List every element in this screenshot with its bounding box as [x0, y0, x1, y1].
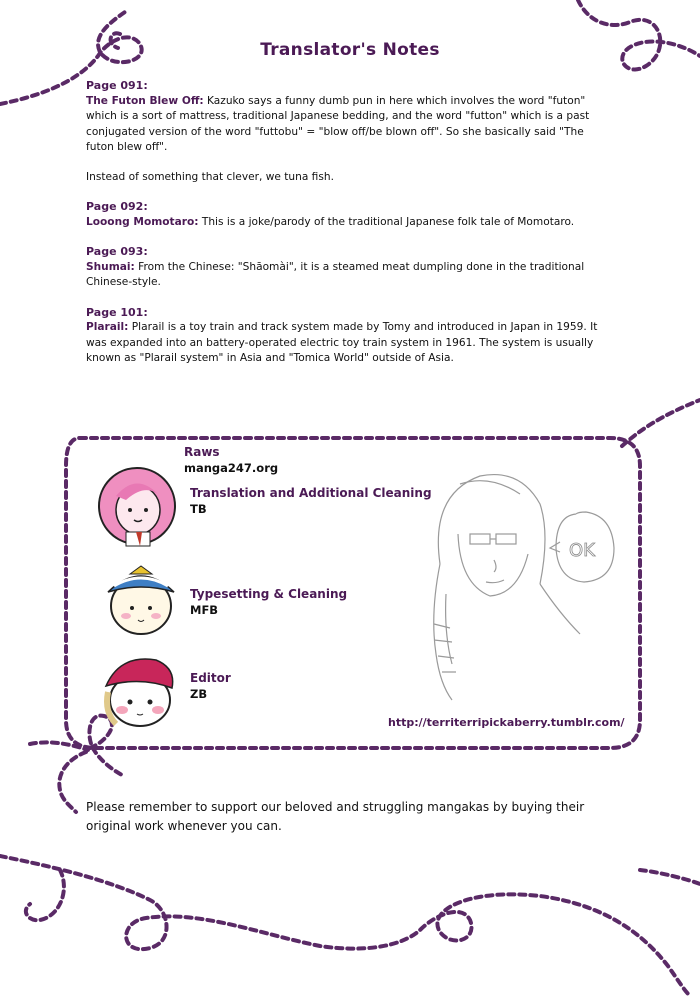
translator-notes — [86, 78, 614, 381]
note-item — [86, 244, 614, 291]
note-text: This is a joke/parody of the traditional Japanese folk tale of Momotaro. — [198, 215, 575, 228]
sketch-illustration — [400, 464, 626, 704]
page-title: Translator's Notes — [260, 40, 440, 60]
note-text: Kazuko says a funny dumb pun in here which involves the word "futon" which is a sort of mattress, traditional Japanese bedding, and the word "futton" which is a past conjugated version of the word "futtobu" = "blow off/be blown off". So she basically said "The futon blew off". — [86, 94, 590, 153]
typesetting-value: MFB — [190, 603, 219, 617]
raws-value: manga247.org — [184, 461, 279, 475]
note-term: Looong Momotaro: — [86, 215, 199, 228]
note-page-label: Page 091: — [86, 79, 148, 92]
note-page-label: Page 101: — [86, 305, 148, 319]
note-term: Plarail: — [86, 321, 129, 333]
note-body — [86, 260, 614, 291]
typesetter-avatar — [100, 560, 182, 642]
note-item — [86, 199, 614, 230]
editor-value: ZB — [190, 687, 208, 701]
note-term: Shumai: — [86, 260, 135, 273]
note-text: Plarail is a toy train and track system made by Tomy and introduced in Japan in 1959. It was expanded into an battery-operated electric toy train system in 1961. The system is usually known as "Plarail system" in Asia and "Tomica World" outside of Asia. — [86, 321, 598, 364]
note-item — [86, 305, 614, 367]
ok-bubble-text: OK — [569, 540, 595, 561]
support-reminder: Please remember to support our beloved and struggling mangakas by buying their original work whenever you can. — [86, 800, 585, 833]
note-body — [86, 215, 614, 231]
note-page-label: Page 092: — [86, 200, 148, 213]
note-body — [86, 94, 614, 156]
translation-label: Translation and Additional Cleaning — [190, 486, 432, 500]
typesetting-label: Typesetting & Cleaning — [190, 587, 348, 601]
note-item — [86, 78, 614, 185]
editor-avatar — [100, 652, 180, 732]
translation-value: TB — [190, 502, 207, 516]
note-body — [86, 320, 614, 367]
raws-label: Raws — [184, 445, 220, 459]
editor-label: Editor — [190, 671, 231, 685]
note-extra: Instead of something that clever, we tuna fish. — [86, 170, 334, 183]
note-text: From the Chinese: "Shāomài", it is a steamed meat dumpling done in the traditional Chinese-style. — [86, 260, 585, 288]
note-term: The Futon Blew Off: — [86, 94, 204, 107]
website-link[interactable]: http://territerripickaberry.tumblr.com/ — [388, 716, 625, 729]
translator-avatar — [96, 466, 178, 550]
note-page-label: Page 093: — [86, 245, 148, 258]
